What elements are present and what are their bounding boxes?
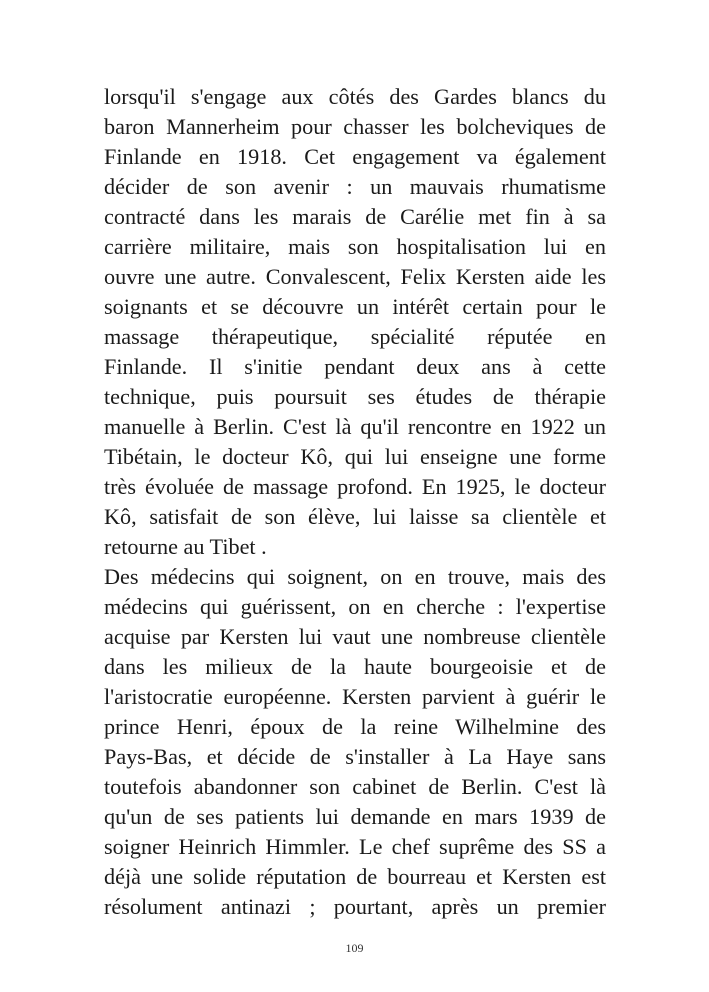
text-line: lorsqu'il s'engage aux côtés des Gardes blancs du (104, 84, 606, 109)
text-line: manuelle à Berlin. C'est là qu'il rencontre en 1922 un (104, 414, 606, 439)
text-line: Des médecins qui soignent, on en trouve, mais des (104, 564, 606, 589)
text-line: ouvre une autre. Convalescent, Felix Kersten aide les (104, 264, 606, 289)
text-line: Finlande. Il s'initie pendant deux ans à cette (104, 354, 606, 379)
body-text (104, 82, 606, 922)
text-line: baron Mannerheim pour chasser les bolcheviques de (104, 114, 606, 139)
paragraph-end-line: retourne au Tibet . (104, 534, 267, 559)
text-line: acquise par Kersten lui vaut une nombreuse clientèle (104, 624, 606, 649)
text-line: massage thérapeutique, spécialité réputée en (104, 324, 606, 349)
text-line: résolument antinazi ; pourtant, après un premier (104, 894, 606, 919)
text-line: technique, puis poursuit ses études de thérapie (104, 384, 606, 409)
text-line: Kô, satisfait de son élève, lui laisse sa clientèle et (104, 504, 606, 529)
text-line: très évoluée de massage profond. En 1925, le docteur (104, 474, 606, 499)
text-line: prince Henri, époux de la reine Wilhelmine des (104, 714, 606, 739)
page-number: 109 (345, 941, 364, 955)
text-line: soigner Heinrich Himmler. Le chef suprême des SS a (104, 834, 606, 859)
text-line: Pays-Bas, et décide de s'installer à La Haye sans (104, 744, 606, 769)
text-line: dans les milieux de la haute bourgeoisie et de (104, 654, 606, 679)
text-line: carrière militaire, mais son hospitalisation lui en (104, 234, 606, 259)
text-line: médecins qui guérissent, on en cherche : l'expertise (104, 594, 606, 619)
text-line: Tibétain, le docteur Kô, qui lui enseigne une forme (104, 444, 606, 469)
text-line: soignants et se découvre un intérêt certain pour le (104, 294, 606, 319)
text-line: toutefois abandonner son cabinet de Berlin. C'est là (104, 774, 606, 799)
text-line: décider de son avenir : un mauvais rhumatisme (104, 174, 606, 199)
text-line: l'aristocratie européenne. Kersten parvient à guérir le (104, 684, 606, 709)
text-line: déjà une solide réputation de bourreau et Kersten est (104, 864, 606, 889)
text-line: Finlande en 1918. Cet engagement va également (104, 144, 606, 169)
text-line: contracté dans les marais de Carélie met fin à sa (104, 204, 606, 229)
text-line: qu'un de ses patients lui demande en mars 1939 de (104, 804, 606, 829)
